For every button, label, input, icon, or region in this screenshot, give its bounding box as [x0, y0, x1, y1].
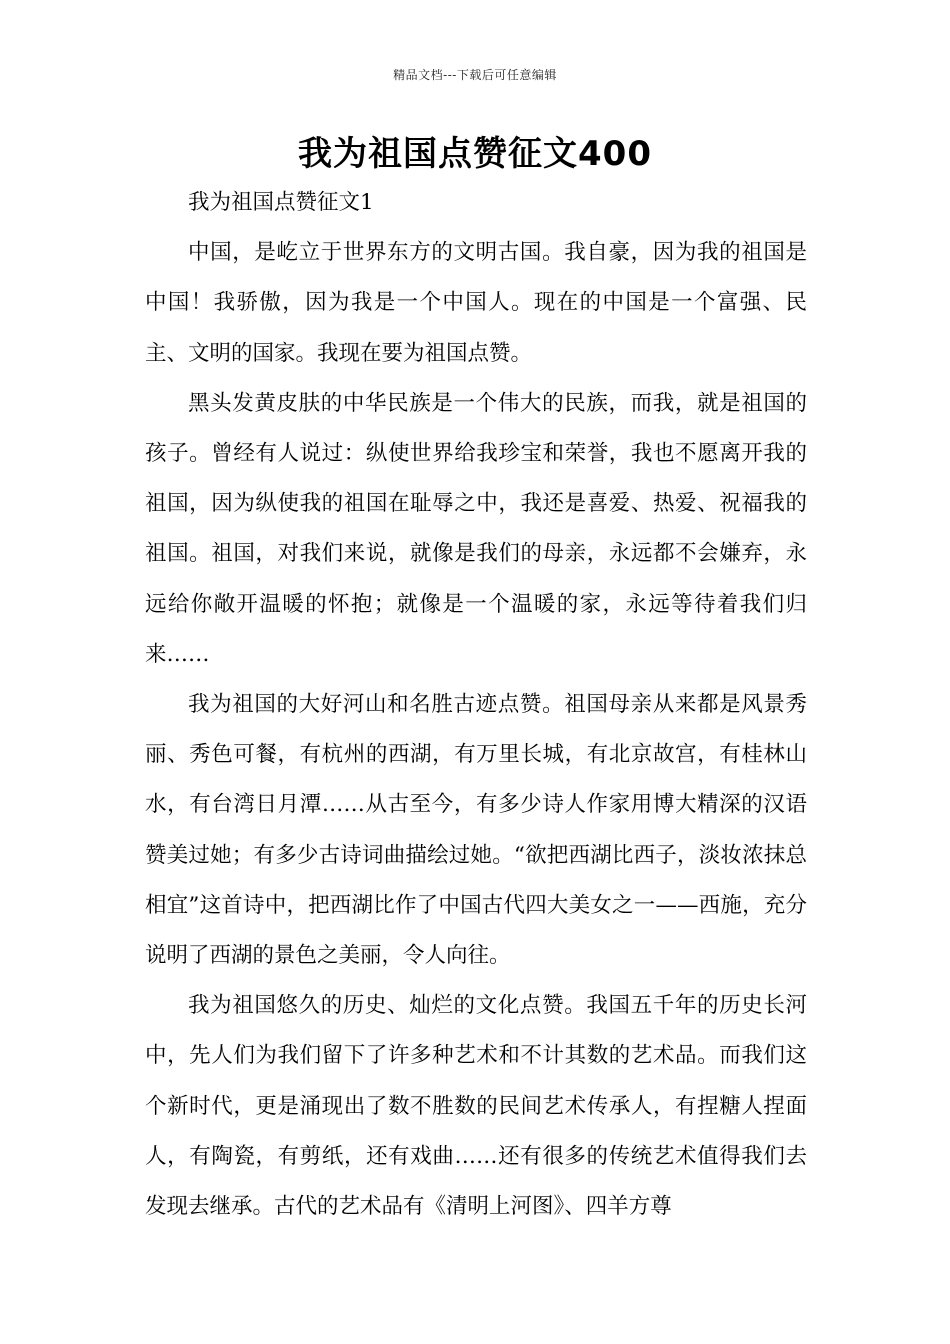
paragraph: 黑头发黄皮肤的中华民族是一个伟大的民族，而我，就是祖国的孩子。曾经有人说过：纵使世界给我珍宝和荣誉，我也不愿离开我的祖国，因为纵使我的祖国在耻辱之中，我还是喜爱、热爱、祝福我的祖国。祖国，对我们来说，就像是我们的母亲，永远都不会嫌弃，永远给你敞开温暖的怀抱；就像是一个温暖的家，永远等待着我们归来……	[145, 390, 807, 667]
document-body	[145, 178, 807, 1232]
paragraph: 我为祖国悠久的历史、灿烂的文化点赞。我国五千年的历史长河中，先人们为我们留下了许多种艺术和不计其数的艺术品。而我们这个新时代，更是涌现出了数不胜数的民间艺术传承人，有捏糖人捏面人，有陶瓷，有剪纸，还有戏曲……还有很多的传统艺术值得我们去发现去继承。古代的艺术品有《清明上河图》、四羊方尊	[145, 993, 807, 1220]
header-note: 精品文档---下载后可任意编辑	[393, 68, 557, 82]
page-title: 我为祖国点赞征文400	[298, 134, 652, 174]
paragraph: 我为祖国的大好河山和名胜古迹点赞。祖国母亲从来都是风景秀丽、秀色可餐，有杭州的西湖，有万里长城，有北京故宫，有桂林山水，有台湾日月潭……从古至今，有多少诗人作家用博大精深的汉语赞美过她；有多少古诗词曲描绘过她。“欲把西湖比西子，淡妆浓抹总相宜”这首诗中，把西湖比作了中国古代四大美女之一——西施，充分说明了西湖的景色之美丽，令人向往。	[145, 692, 807, 969]
paragraph-subtitle: 我为祖国点赞征文1	[188, 190, 374, 215]
paragraph: 中国，是屹立于世界东方的文明古国。我自豪，因为我的祖国是中国！我骄傲，因为我是一个中国人。现在的中国是一个富强、民主、文明的国家。我现在要为祖国点赞。	[145, 240, 807, 366]
